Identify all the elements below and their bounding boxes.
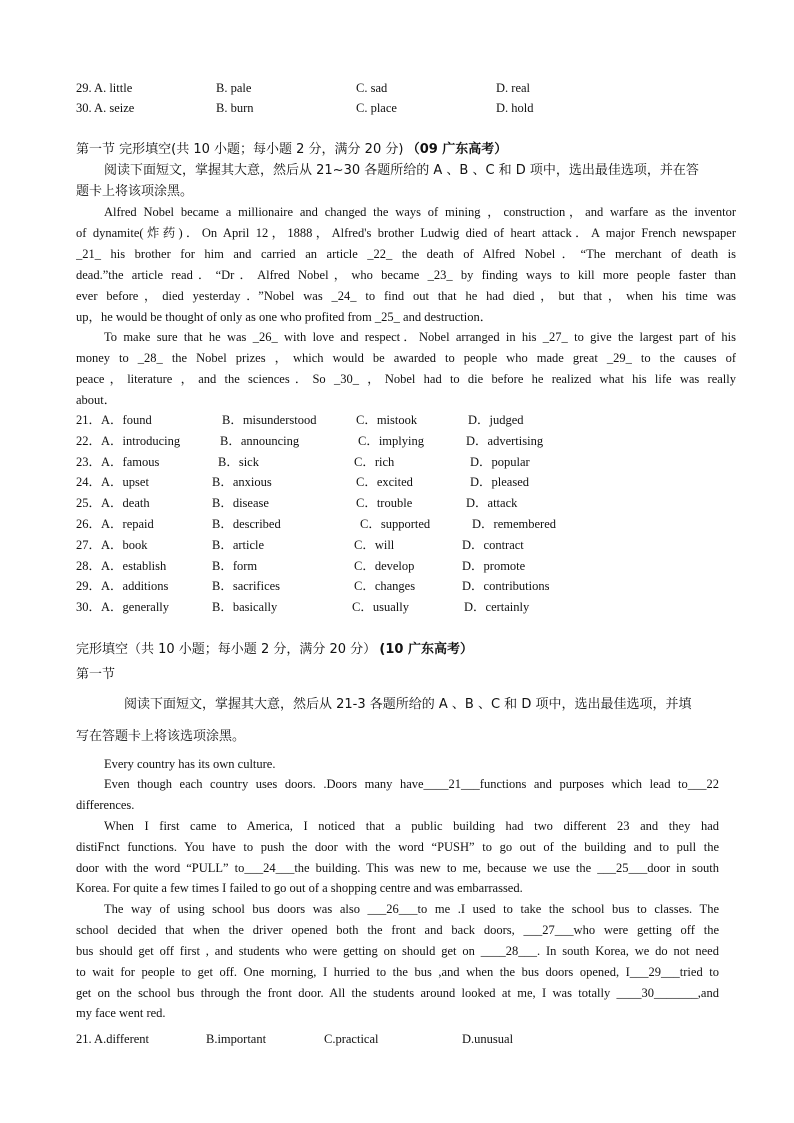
option-c: C.practical xyxy=(324,1032,379,1046)
option-a: 29. A. little xyxy=(76,81,133,95)
option-b: B．sick xyxy=(218,455,259,469)
passage-line: my face went red. xyxy=(76,1006,166,1020)
option-c: C．implying xyxy=(358,434,424,448)
section2-subheading: 第一节 xyxy=(76,667,116,682)
option-c: C. place xyxy=(356,101,397,115)
passage-line: When I first came to America, I noticed that a public building had two different 23 and they had xyxy=(104,819,719,833)
option-c: C．develop xyxy=(354,559,415,573)
section1-instruction-line-2: 题卡上将该项涂黑。 xyxy=(76,184,194,199)
option-b: B.important xyxy=(206,1032,267,1046)
option-c: C．will xyxy=(354,538,395,552)
option-d: D．advertising xyxy=(466,434,544,448)
passage-line: ever before，died yesterday．”Nobel was _24_ to find out that he had died，but that，when his time was xyxy=(76,289,736,303)
option-d: D．contract xyxy=(462,538,524,552)
passage-line: up，he would be thought of only as one who profited from _25_ and destruction． xyxy=(76,310,493,324)
option-a: 25．A．death xyxy=(76,496,150,510)
option-d: D.unusual xyxy=(462,1032,514,1046)
passage-line: distiFnct functions. You have to push the door with the word “PUSH” to go out of the building and to pull the xyxy=(76,840,719,854)
passage-line: _21_ his brother for him and carried an article _22_ the death of Alfred Nobel．“The merchant of death is xyxy=(76,247,736,261)
passage-line: get on the school bus through the front door. All the students around looked at me, I was totally ____30_______,and xyxy=(76,986,719,1000)
option-c: C．usually xyxy=(352,600,409,614)
option-b: B. burn xyxy=(216,101,254,115)
option-b: B．basically xyxy=(212,600,278,614)
section2-heading-text: 完形填空（共 10 小题；每小题 2 分，满分 20 分） xyxy=(76,642,377,657)
option-c: C．mistook xyxy=(356,413,418,427)
option-b: B．described xyxy=(212,517,281,531)
option-c: C．supported xyxy=(360,517,431,531)
option-a: 24．A．upset xyxy=(76,475,149,489)
section1-heading-text: 第一节 完形填空(共 10 小题；每小题 2 分，满分 20 分) xyxy=(76,142,404,157)
passage-line: of dynamite(炸药)．On April 12，1888，Alfred's brother Ludwig died of heart attack．A major French newspaper xyxy=(76,226,736,240)
option-d: D．certainly xyxy=(464,600,530,614)
option-b: B．sacrifices xyxy=(212,579,281,593)
option-b: B．disease xyxy=(212,496,269,510)
option-a: 27．A．book xyxy=(76,538,148,552)
section1-instruction-line-1: 阅读下面短文，掌握其大意，然后从 21~30 各题所给的 A 、B 、C 和 D 项中，选出最佳选项，并在答 xyxy=(104,163,699,178)
option-a: 21. A.different xyxy=(76,1032,150,1046)
option-a: 28．A．establish xyxy=(76,559,167,573)
option-c: C．rich xyxy=(354,455,395,469)
option-a: 30．A．generally xyxy=(76,600,170,614)
option-c: C．trouble xyxy=(356,496,413,510)
passage-line: dead.”the article read．“Dr．Alfred Nobel，who became _23_ by finding ways to kill more people faster than xyxy=(76,268,736,282)
passage-line: Alfred Nobel became a millionaire and changed the ways of mining ，construction，and warfare as the inventor xyxy=(104,205,736,219)
option-b: B．article xyxy=(212,538,265,552)
option-d: D．promote xyxy=(462,559,526,573)
option-b: B．announcing xyxy=(220,434,300,448)
section2-heading xyxy=(76,640,473,658)
section2-instruction-line-1: 阅读下面短文，掌握其大意，然后从 21-3 各题所给的 A 、B 、C 和 D 项中，选出最佳选项，并填 xyxy=(124,697,692,712)
passage-line: The way of using school bus doors was also ___26___to me .I used to take the school bus to classes. The xyxy=(104,902,719,916)
section1-heading-tag: （09 广东高考） xyxy=(406,142,508,157)
option-d: D．popular xyxy=(470,455,530,469)
option-d: D. hold xyxy=(496,101,534,115)
option-b: B. pale xyxy=(216,81,252,95)
option-d: D．remembered xyxy=(472,517,556,531)
passage-line: Even though each country uses doors. .Doors many have____21___functions and purposes which lead to___22 xyxy=(104,777,719,791)
option-a: 30. A. seize xyxy=(76,101,135,115)
section1-heading xyxy=(76,140,507,158)
passage-line: money to _28_ the Nobel prizes ，which would be awarded to people who made great _29_ to the causes of xyxy=(76,351,736,365)
option-a: 21．A．found xyxy=(76,413,152,427)
passage-line: door with the word “PULL” to___24___the building. This was new to me, because we use the ___25___door in south xyxy=(76,861,719,875)
section2-instruction-line-2: 写在答题卡上将该选项涂黑。 xyxy=(76,729,246,744)
passage-line: Every country has its own culture. xyxy=(104,757,276,771)
option-c: C. sad xyxy=(356,81,388,95)
option-d: D．pleased xyxy=(470,475,530,489)
section2-heading-tag: (10 广东高考） xyxy=(379,642,473,657)
option-a: 29．A．additions xyxy=(76,579,169,593)
passage-line: Korea. For quite a few times I failed to go out of a shopping centre and was embarrassed. xyxy=(76,881,523,895)
passage-line: about． xyxy=(76,393,117,407)
option-d: D．judged xyxy=(468,413,524,427)
option-a: 23．A．famous xyxy=(76,455,160,469)
option-d: D．contributions xyxy=(462,579,550,593)
option-d: D．attack xyxy=(466,496,518,510)
passage-line: to wait for people to get off. One morning, I hurried to the bus ,and when the bus doors opened, I___29___tried to xyxy=(76,965,719,979)
option-a: 22．A．introducing xyxy=(76,434,181,448)
passage-line: school decided that when the driver opened both the front and back doors, ___27___who were getting off the xyxy=(76,923,719,937)
passage-line: differences. xyxy=(76,798,135,812)
option-c: C．excited xyxy=(356,475,413,489)
option-b: B．form xyxy=(212,559,258,573)
option-c: C．changes xyxy=(354,579,416,593)
passage-line: peace，literature ，and the sciences．So _30_ ，Nobel had to die before he realized what his life was really xyxy=(76,372,736,386)
passage-line: To make sure that he was _26_ with love and respect．Nobel arranged in his _27_ to give the largest part of his xyxy=(104,330,736,344)
option-a: 26．A．repaid xyxy=(76,517,154,531)
passage-line: bus should get off first , and students who were getting on should get on ____28___. In south Korea, we do not need xyxy=(76,944,719,958)
option-b: B．anxious xyxy=(212,475,272,489)
option-d: D. real xyxy=(496,81,531,95)
option-b: B．misunderstood xyxy=(222,413,317,427)
